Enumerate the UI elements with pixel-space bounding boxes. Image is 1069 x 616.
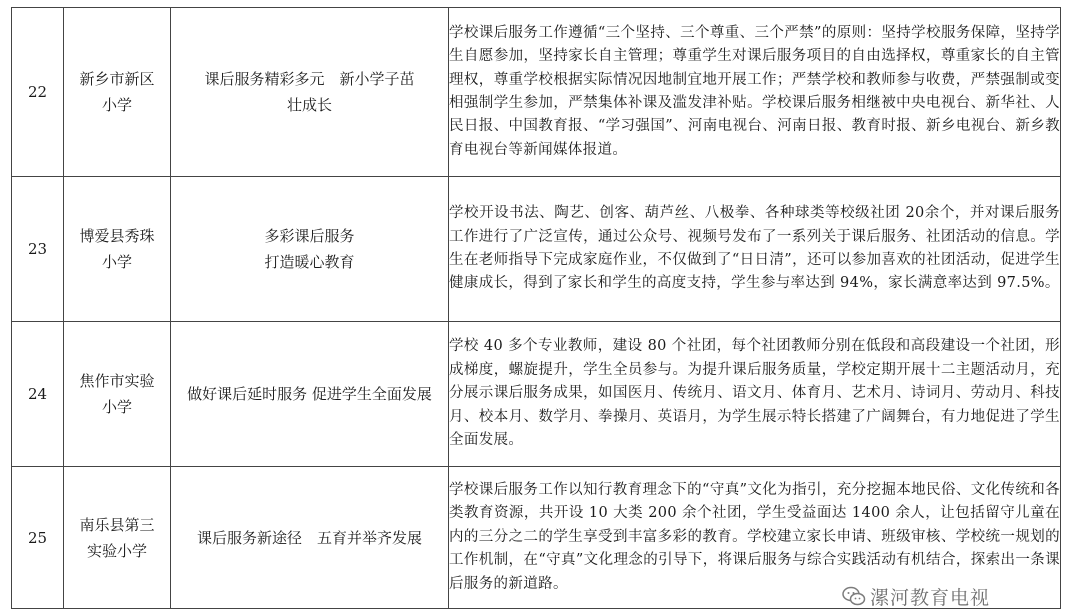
description: 学校开设书法、陶艺、创客、葫芦丝、八极拳、各种球类等校级社团 20余个，并对课后服务工作进行了广泛宣传，通过公众号、视频号发布了一系列关于课后服务、社团活动的信息。学生在老师指导下完成家庭作业，不仅做到了“日日清”，还可以参加喜欢的社团活动，促进学生健康成长，得到了家长和学生的高度支持，学生参与率达到 94%，家长满意率达到 97.5%。 [449,177,1061,322]
school-name-line: 博爱县秀珠 [79,227,155,245]
table-row [12,177,1061,322]
service-theme-line: 做好课后延时服务 促进学生全面发展 [187,385,432,403]
school-name-line: 小学 [101,253,132,271]
table-row [12,322,1061,467]
service-theme-line: 课后服务新途径 五育并举齐发展 [196,528,422,547]
service-theme-line: 壮成长 [286,96,332,114]
row-number: 24 [12,322,64,467]
school-name [64,177,171,322]
watermark-text: 漯河教育电视 [870,586,991,609]
service-theme-line: 打造暖心教育 [264,253,355,271]
description: 学校 40 多个专业教师，建设 80 个社团，每个社团教师分别在低段和高段建设一个社团，形成梯度，螺旋提升，学生全员参与。为提升课后服务质量，学校定期开展十二主题活动月，充分展示课后服务成果，如国医月、传统月、语文月、体育月、艺术月、诗词月、劳动月、科技月、校本月、数学月、拳操月、英语月，为学生展示特长搭建了广阔舞台，有力地促进了学生全面发展。 [449,322,1061,467]
description: 学校课后服务工作遵循“三个坚持、三个尊重、三个严禁”的原则：坚持学校服务保障，坚持学生自愿参加，坚持家长自主管理；尊重学生对课后服务项目的自由选择权，尊重家长的自主管理权，尊重学校根据实际情况因地制宜地开展工作；严禁学校和教师参与收费，严禁强制或变相强制学生参加，严禁集体补课及滥发津补贴。学校课后服务相继被中央电视台、新华社、人民日报、中国教育报、“学习强国”、河南电视台、河南日报、教育时报、新乡电视台、新乡教育电视台等新闻媒体报道。 [449,8,1061,177]
row-number: 25 [12,467,64,609]
service-theme-line: 多彩课后服务 [264,227,355,245]
school-name-line: 小学 [101,96,132,114]
school-name-line: 实验小学 [86,541,147,560]
school-name-line: 新乡市新区 [79,70,155,88]
row-number: 23 [12,177,64,322]
school-name-line: 焦作市实验 [79,372,155,390]
school-name [64,8,171,177]
service-theme [171,8,449,177]
service-theme-line: 课后服务精彩多元 新小学子茁 [204,70,415,88]
description: 学校课后服务工作以知行教育理念下的“守真”文化为指引，充分挖掘本地民俗、文化传统和各类教育资源，共开设 10 大类 200 余个社团，学生受益面达 1400 余人，让包括留守儿童在内的三分之二的学生享受到丰富多彩的教育。学校建立家长申请、班级审核、学校统一规划的工作机制，在“守真”文化理念的引导下，将课后服务与综合实践活动有机结合，探索出一条课后服务的新道路。 [449,467,1061,609]
service-theme [171,322,449,467]
table-row [12,8,1061,177]
service-theme [171,177,449,322]
school-name-line: 南乐县第三 [79,515,155,534]
school-name [64,322,171,467]
service-theme [171,467,449,609]
row-number: 22 [12,8,64,177]
watermark [842,581,990,611]
wechat-icon [842,585,866,607]
school-name-line: 小学 [101,398,132,416]
schools-table [11,7,1061,609]
school-name [64,467,171,609]
